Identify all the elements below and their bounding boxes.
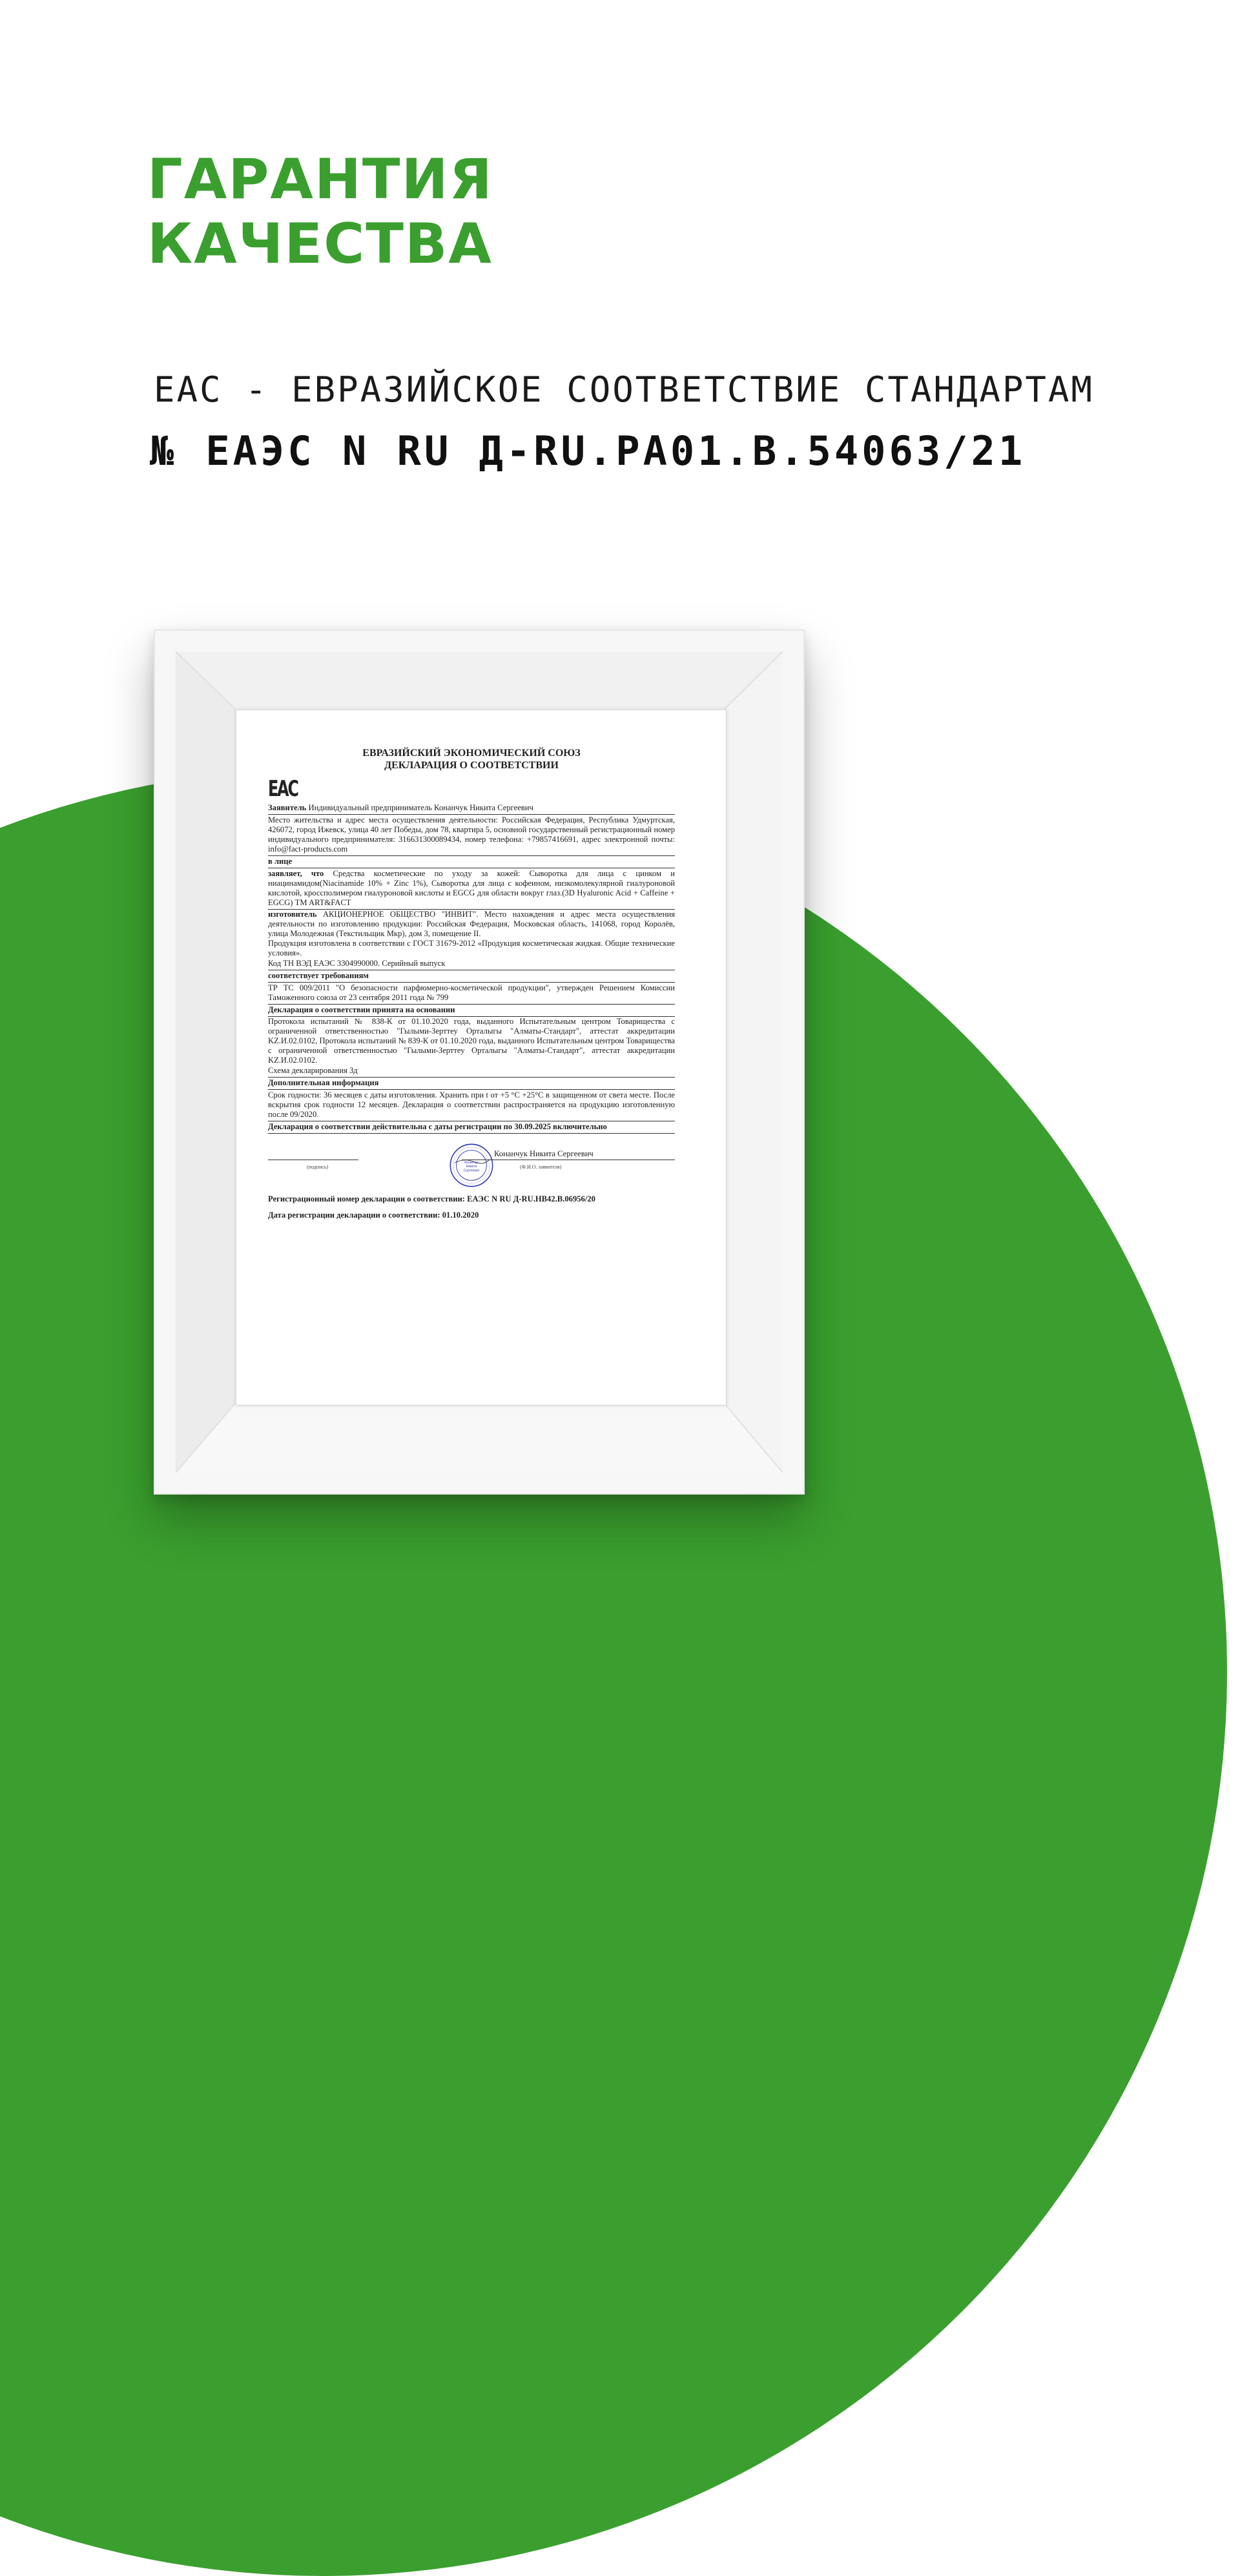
applicant-label: Заявитель (268, 803, 307, 812)
produced-text: Продукция изготовлена в соответствии с ГОСТ 31679-2012 «Продукция косметическая жидкая. Общие технические условия». (268, 939, 675, 957)
complies-text: ТР ТС 009/2011 "О безопасности парфюмерно-косметической продукции", утвержден Решением Комиссии Таможенного союза от 23 сентября 2011 года № 799 (268, 983, 675, 1005)
complies-label: соответствует требованиям (268, 970, 675, 983)
document-title-declaration: ДЕКЛАРАЦИЯ О СООТВЕТСТВИИ (384, 760, 559, 771)
extra-text: Срок годности: 36 месяцев с даты изготовления. Хранить при t от +5 °C +25°C в защищенном от света месте. После вскрытия срок годности 12 месяцев. Декларация о соответствии распространяется на продукцию изготовленную после 09/2020. (268, 1090, 675, 1121)
code-text: Код ТН ВЭД ЕАЭС 3304990000. Серийный выпуск (268, 958, 675, 970)
scheme-text: Схема декларирования 3д (268, 1065, 675, 1078)
signer-name: Конанчук Никита Сергеевич (494, 1149, 594, 1158)
svg-text:Сергеевич: Сергеевич (463, 1169, 480, 1173)
seal-stamp (268, 1143, 675, 1188)
manufacturer-label: изготовитель (268, 910, 317, 919)
extra-label: Дополнительная информация (268, 1078, 675, 1090)
signature-block (268, 1143, 675, 1188)
basis-label: Декларация о соответствии принята на основании (268, 1005, 675, 1017)
in-person-row: в лице (268, 856, 675, 868)
headline-line-1: ГАРАНТИЯ (147, 147, 493, 212)
manufacturer-text: АКЦИОНЕРНОЕ ОБЩЕСТВО "ИНВИТ". Место нахождения и адрес места осуществления деятельности по изготовлению продукции: Российская Федерация, Московская область, 141068, город Королёв, улица Молодежная (Текстильщик Мкр), дом 3, помещение II. (268, 910, 675, 938)
headline (147, 147, 493, 276)
frame-mat (176, 651, 783, 1473)
validity-text: Декларация о соответствии действительна с даты регистрации по 30.09.2025 включительно (268, 1121, 675, 1134)
number-sign: № (150, 427, 178, 475)
subtitle: EAC - ЕВРАЗИЙСКОЕ СООТВЕТСТВИЕ СТАНДАРТАМ (154, 369, 1094, 410)
document-title (268, 747, 675, 772)
registration-date: Дата регистрации декларации о соответствии: 01.10.2020 (268, 1211, 479, 1220)
svg-text:Никита: Никита (466, 1165, 477, 1169)
basis-text: Протокола испытаний № 838-К от 01.10.2020 года, выданного Испытательным центром Товарищества с ограниченной ответственностью "Гылыми-Зерттеу Орталыгы "Алматы-Стандарт", аттестат аккредитации KZ.И.02.0102, Протокола испытаний № 839-К от 01.10.2020 года, выданного Испытательным центром Товарищества с ограниченной ответственностью "Гылыми-Зерттеу Орталыгы "Алматы-Стандарт", аттестат аккредитации KZ.И.02.0102. (268, 1017, 675, 1065)
applicant-text: Индивидуальный предприниматель Конанчук Никита Сергеевич (308, 803, 533, 812)
registration-number: Регистрационный номер декларации о соответствии: ЕАЭС N RU Д-RU.HB42.B.06956/20 (268, 1194, 595, 1203)
applicant-row (268, 802, 675, 815)
address-row: Место жительства и адрес места осуществления деятельности: Российская Федерация, Республика Удмуртская, 426072, город Ижевск, улица 40 лет Победы, дом 78, квартира 5, основной государственный регистрационный номер индивидуального предпринимателя: 316631300089434, номер телефона: +79857416691, адрес электронной почты: info@fact-products.com (268, 815, 675, 856)
declaration-number (150, 427, 1026, 475)
signature-caption: (подпись) (307, 1164, 329, 1170)
declares-row (268, 868, 675, 910)
document-title-union: ЕВРАЗИЙСКИЙ ЭКОНОМИЧЕСКИЙ СОЮЗ (362, 748, 581, 759)
declares-label: заявляет, что (268, 869, 324, 878)
headline-line-2: КАЧЕСТВА (147, 212, 493, 276)
declares-text: Средства косметические по уходу за кожей: Сыворотка для лица с цинком и ниацинамидом(Niacinamide 10% + Zinc 1%), Сыворотка для лица с кофеином, низкомолекулярной гиалуроновой кислотой, кроссполимером гиалуроновой кислоты и EGCG для области вокруг глаз.(3D Hyaluronic Acid + Caffeine + EGCG) TM ART&FACT (268, 869, 675, 907)
declaration-number-value: ЕАЭС N RU Д-RU.PA01.B.54063/21 (205, 427, 1026, 475)
eac-logo: EAC (268, 776, 298, 802)
manufacturer-row (268, 910, 675, 939)
declaration-document (236, 710, 727, 1406)
picture-frame (154, 629, 805, 1495)
name-caption: (Ф.И.О. заявителя) (520, 1164, 562, 1170)
svg-text:Конанчук: Конанчук (464, 1160, 479, 1165)
